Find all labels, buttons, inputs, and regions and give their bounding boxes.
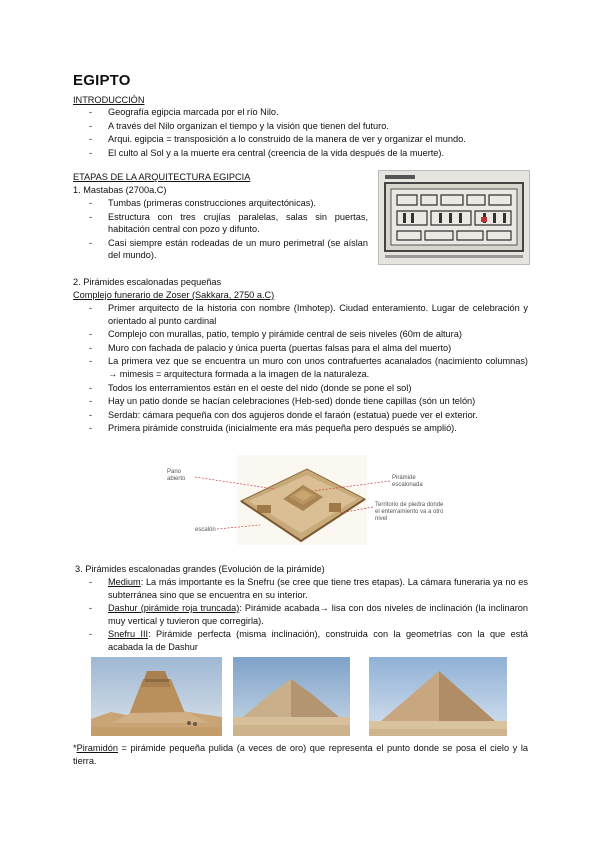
piramides-pequenas-title: 2. Pirámides escalonadas pequeñas — [73, 277, 222, 287]
intro-list — [73, 106, 528, 160]
figure-label-left-bottom: escalón — [195, 527, 216, 533]
pyramid-name: Medium — [108, 577, 141, 587]
list-item: - Geografía egipcia marcada por el río Nilo. — [73, 106, 528, 119]
footnote-term: Piramidón — [76, 743, 118, 753]
list-item: - Muro con fachada de palacio y única puerta (puertas falsas para el alma del muerto) — [73, 342, 528, 355]
list-item — [73, 602, 528, 627]
list-item: - A través del Nilo organizan el tiempo y la visión que tienen del futuro. — [73, 120, 528, 133]
list-item: - Estructura con tres crujías paralelas, salas sin puertas, habitación central con pozo y difunto. — [73, 211, 368, 236]
list-item: - Serdab: cámara pequeña con dos agujeros donde el faraón (estatua) puede ver el exterior. — [73, 409, 528, 422]
figure-label-right-top: Pirámide escalonada — [392, 475, 423, 488]
bent-pyramid-photo — [233, 657, 350, 736]
pyramid-description: : La más importante es la Snefru (se cree que tiene tres etapas). La cámara funeraria ya no es subterránea sino que se encuentra en su interior. — [108, 577, 528, 600]
zoser-list — [73, 302, 528, 436]
list-item: - Arqui. egipcia = transposición a lo construido de la manera de ver y organizar el mundo. — [73, 133, 528, 146]
list-item: - Complejo con murallas, patio, templo y pirámide central de seis niveles (60m de altura) — [73, 328, 528, 341]
list-item: - La primera vez que se encuentra un muro con unos contrafuertes acanalados (nacimiento columnas) → mimesis = arquitectura formada a la imagen de la naturaleza. — [73, 355, 528, 380]
figure-label-right-bottom: Territorio de piedra donde el enterramiento va a otro nivel — [375, 502, 444, 522]
list-item: - Primer arquitecto de la historia con nombre (Imhotep). Ciudad enteramiento. Lugar de celebración y orientado al punto cardinal — [73, 302, 528, 327]
footnote-prefix: * — [73, 743, 77, 753]
list-item — [73, 576, 528, 601]
pyramid-description: : Pirámide perfecta (misma inclinación), construida con la geometrías con la que está acabada la de Dashur — [108, 629, 528, 652]
red-pyramid-photo — [369, 657, 507, 736]
intro-heading: INTRODUCCIÓN — [73, 95, 145, 105]
list-item: - Todos los enterramientos están en el oeste del nido (donde se pone el sol) — [73, 382, 528, 395]
mastabas-list — [73, 197, 368, 263]
etapas-heading: ETAPAS DE LA ARQUITECTURA EGIPCIA — [73, 172, 251, 182]
pyramid-description: : Pirámide acabada→ lisa con dos niveles de inclinación (la inclinaron muy vertical y tuvieron que corregirla). — [108, 603, 529, 626]
list-item: - Tumbas (primeras construcciones arquitectónicas). — [73, 197, 368, 210]
list-item: - Primera pirámide construida (inicialmente era más pequeña pero después se amplió). — [73, 422, 528, 435]
list-item: - Casi siempre están rodeadas de un muro perimetral (se aíslan del mundo). — [73, 237, 368, 262]
figure-arrows — [165, 455, 465, 545]
list-item — [73, 628, 528, 653]
pyramid-name: Dashur (pirámide roja truncada) — [108, 603, 240, 614]
piramides-grandes-title: 3. Pirámides escalonadas grandes (Evolución de la pirámide) — [75, 564, 325, 574]
figure-label-left-top: Pano abierto — [167, 469, 186, 482]
page-title: EGIPTO — [73, 72, 131, 89]
footnote — [73, 742, 528, 767]
zoser-subtitle: Complejo funerario de Zoser (Sakkara, 2750 a.C) — [73, 290, 275, 300]
footnote-text: = pirámide pequeña pulida (a veces de oro) que representa el punto donde se posa el cielo y la tierra. — [73, 743, 528, 766]
pyramid-name: Snefru III — [108, 629, 149, 640]
list-item: - El culto al Sol y a la muerte era central (creencia de la vida después de la muerte). — [73, 147, 528, 160]
zoser-complex-figure — [165, 455, 465, 545]
mastabas-title: 1. Mastabas (2700a.C) — [73, 185, 167, 195]
list-item: - Hay un patio donde se hacían celebraciones (Heb-sed) donde tiene capillas (són un telón) — [73, 395, 528, 408]
meidum-pyramid-photo — [91, 657, 222, 736]
piramides-grandes-list — [73, 576, 528, 655]
mastaba-plan-image — [378, 170, 530, 265]
